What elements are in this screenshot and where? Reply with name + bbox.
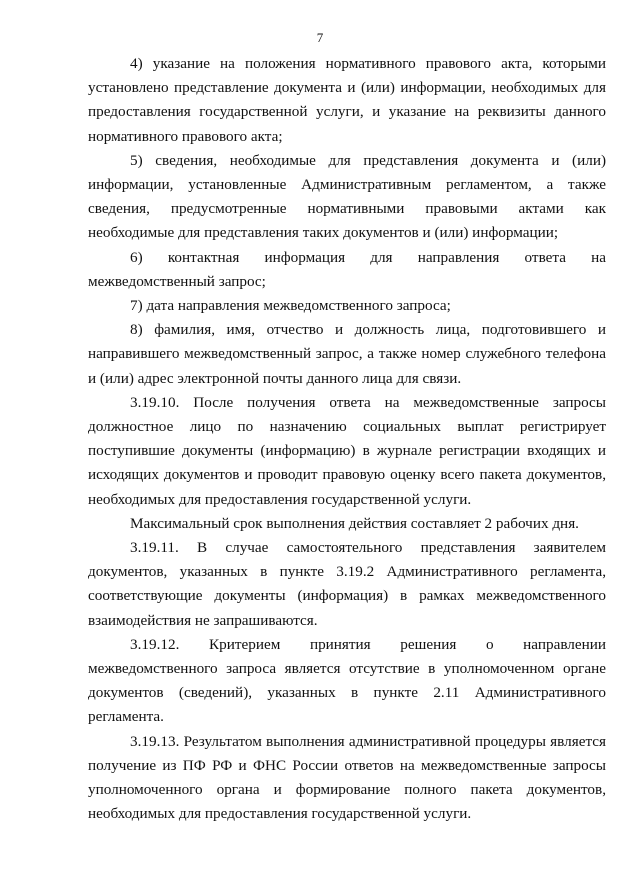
page-number: 7 bbox=[316, 30, 324, 45]
paragraph-item-6: 6) контактная информация для направления ответа на межведомственный запрос; bbox=[88, 248, 606, 290]
paragraph-3-19-11: 3.19.11. В случае самостоятельного представления заявителем документов, указанных в пункте 3.19.2 Административного регламента, соответствующие документы (информация) в рамках межведомственного взаимодействия не запрашиваются. bbox=[88, 539, 606, 629]
paragraph-3-19-12: 3.19.12. Критерием принятия решения о направлении межведомственного запроса является отсутствие в уполномоченном органе документов (сведений), указанных в пункте 2.11 Административного регламента. bbox=[88, 635, 606, 726]
paragraph-item-4: 4) указание на положения нормативного правового акта, которыми установлено представление документа и (или) информации, необходимых для предоставления государственной услуги, и указание на реквизиты данного нормативного правового акта; bbox=[88, 55, 606, 145]
paragraph-item-5: 5) сведения, необходимые для представления документа и (или) информации, установленные Административным регламентом, а также сведения, предусмотренные нормативными правовыми актами как необходимые для представления таких документов и (или) информации; bbox=[88, 151, 606, 242]
paragraph-3-19-13: 3.19.13. Результатом выполнения административной процедуры является получение из ПФ РФ и ФНС России ответов на межведомственные запросы уполномоченного органа и формирование полного пакета документов, необходимых для предоставления государственной услуги. bbox=[88, 732, 606, 823]
document-body bbox=[88, 52, 606, 827]
paragraph-max-term: Максимальный срок выполнения действия составляет 2 рабочих дня. bbox=[130, 514, 579, 532]
paragraph-item-8: 8) фамилия, имя, отчество и должность лица, подготовившего и направившего межведомственный запрос, а также номер служебного телефона и (или) адрес электронной почты данного лица для связи. bbox=[88, 321, 606, 387]
paragraph-3-19-10: 3.19.10. После получения ответа на межведомственные запросы должностное лицо по назначению социальных выплат регистрирует поступившие документы (информацию) в журнале регистрации входящих и исходящих документов и проводит правовую оценку всего пакета документов, необходимых для предоставления государственной услуги. bbox=[88, 393, 606, 508]
paragraph-item-7: 7) дата направления межведомственного запроса; bbox=[130, 297, 451, 315]
